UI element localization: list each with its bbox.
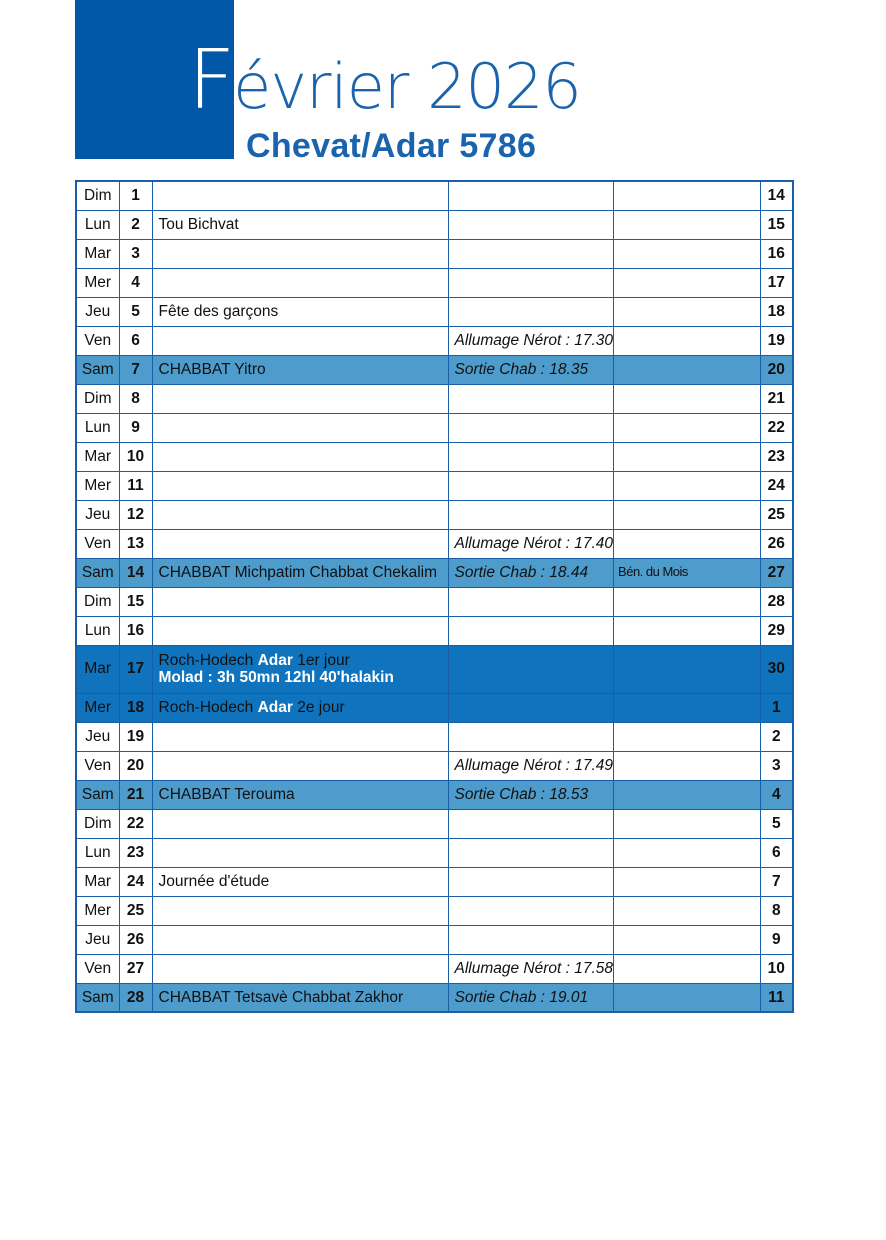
- hebrew-date-cell: 25: [761, 500, 793, 529]
- weekday-cell: Lun: [76, 616, 119, 645]
- note-cell: [614, 722, 761, 751]
- time-cell: [448, 297, 614, 326]
- event-cell: CHABBAT Terouma: [152, 780, 448, 809]
- note-cell: [614, 471, 761, 500]
- molad-text: Molad : 3h 50mn 12hl 40'halakin: [158, 669, 394, 686]
- weekday-cell: Ven: [76, 954, 119, 983]
- time-cell: Allumage Nérot : 17.49: [448, 751, 614, 780]
- weekday-cell: Lun: [76, 413, 119, 442]
- title-rest: évrier 2026: [233, 50, 581, 123]
- hebrew-date-cell: 22: [761, 413, 793, 442]
- date-cell: 18: [119, 693, 152, 722]
- calendar-row: [76, 616, 793, 645]
- date-cell: 9: [119, 413, 152, 442]
- note-cell: [614, 983, 761, 1012]
- note-cell: [614, 181, 761, 210]
- calendar-row: [76, 326, 793, 355]
- event-cell: Fête des garçons: [152, 297, 448, 326]
- hebrew-date-cell: 17: [761, 268, 793, 297]
- event-cell: [152, 838, 448, 867]
- date-cell: 16: [119, 616, 152, 645]
- date-cell: 19: [119, 722, 152, 751]
- time-cell: [448, 722, 614, 751]
- date-cell: 14: [119, 558, 152, 587]
- event-cell: Journée d'étude: [152, 867, 448, 896]
- calendar-row: [76, 210, 793, 239]
- calendar-row: [76, 587, 793, 616]
- date-cell: 5: [119, 297, 152, 326]
- weekday-cell: Sam: [76, 355, 119, 384]
- event-text: Roch-Hodech: [158, 698, 258, 716]
- weekday-cell: Mar: [76, 442, 119, 471]
- calendar-table: [75, 180, 794, 1013]
- event-cell: [152, 181, 448, 210]
- note-cell: [614, 326, 761, 355]
- event-cell: [152, 500, 448, 529]
- hebrew-date-cell: 28: [761, 587, 793, 616]
- calendar-row: [76, 780, 793, 809]
- date-cell: 24: [119, 867, 152, 896]
- calendar-row: [76, 239, 793, 268]
- note-cell: [614, 239, 761, 268]
- time-cell: [448, 239, 614, 268]
- note-cell: [614, 896, 761, 925]
- event-cell: [152, 384, 448, 413]
- hebrew-date-cell: 30: [761, 645, 793, 693]
- event-cell: CHABBAT Michpatim Chabbat Chekalim: [152, 558, 448, 587]
- event-cell: [152, 442, 448, 471]
- calendar-row: [76, 384, 793, 413]
- event-cell: [152, 471, 448, 500]
- weekday-cell: Mer: [76, 471, 119, 500]
- event-cell: [152, 925, 448, 954]
- time-cell: [448, 867, 614, 896]
- time-cell: [448, 181, 614, 210]
- hebrew-date-cell: 21: [761, 384, 793, 413]
- time-cell: Sortie Chab : 19.01: [448, 983, 614, 1012]
- weekday-cell: Mar: [76, 867, 119, 896]
- weekday-cell: Jeu: [76, 297, 119, 326]
- calendar-row: [76, 925, 793, 954]
- calendar-row: [76, 558, 793, 587]
- hebrew-date-cell: 7: [761, 867, 793, 896]
- event-cell: [152, 722, 448, 751]
- hebrew-date-cell: 20: [761, 355, 793, 384]
- time-cell: [448, 809, 614, 838]
- weekday-cell: Jeu: [76, 925, 119, 954]
- hebrew-date-cell: 29: [761, 616, 793, 645]
- time-cell: [448, 500, 614, 529]
- date-cell: 28: [119, 983, 152, 1012]
- event-text: 2e jour: [292, 698, 345, 716]
- date-cell: 25: [119, 896, 152, 925]
- time-cell: [448, 645, 614, 693]
- hebrew-date-cell: 3: [761, 751, 793, 780]
- calendar-row: [76, 693, 793, 722]
- calendar-row: [76, 500, 793, 529]
- hebrew-date-cell: 14: [761, 181, 793, 210]
- note-cell: Bén. du Mois: [614, 558, 761, 587]
- calendar-row: [76, 954, 793, 983]
- time-cell: [448, 384, 614, 413]
- calendar-row: [76, 442, 793, 471]
- time-cell: [448, 925, 614, 954]
- event-cell: [152, 809, 448, 838]
- weekday-cell: Mer: [76, 693, 119, 722]
- note-cell: [614, 616, 761, 645]
- time-cell: Allumage Nérot : 17.40: [448, 529, 614, 558]
- hebrew-date-cell: 2: [761, 722, 793, 751]
- date-cell: 12: [119, 500, 152, 529]
- calendar-row: [76, 867, 793, 896]
- calendar-row: [76, 896, 793, 925]
- note-cell: [614, 355, 761, 384]
- date-cell: 21: [119, 780, 152, 809]
- event-cell: CHABBAT Tetsavè Chabbat Zakhor: [152, 983, 448, 1012]
- date-cell: 6: [119, 326, 152, 355]
- weekday-cell: Mar: [76, 645, 119, 693]
- hebrew-date-cell: 16: [761, 239, 793, 268]
- hebrew-date-cell: 18: [761, 297, 793, 326]
- calendar-row: [76, 355, 793, 384]
- calendar-row: [76, 268, 793, 297]
- event-cell: [152, 529, 448, 558]
- note-cell: [614, 809, 761, 838]
- event-cell: CHABBAT Yitro: [152, 355, 448, 384]
- weekday-cell: Jeu: [76, 500, 119, 529]
- time-cell: Allumage Nérot : 17.30: [448, 326, 614, 355]
- hebrew-date-cell: 23: [761, 442, 793, 471]
- calendar-row: [76, 297, 793, 326]
- time-cell: [448, 268, 614, 297]
- note-cell: [614, 268, 761, 297]
- weekday-cell: Dim: [76, 809, 119, 838]
- event-line: [159, 652, 350, 669]
- event-cell: [152, 751, 448, 780]
- hebrew-date-cell: 11: [761, 983, 793, 1012]
- date-cell: 8: [119, 384, 152, 413]
- page-title: [188, 33, 581, 128]
- time-cell: [448, 413, 614, 442]
- date-cell: 2: [119, 210, 152, 239]
- event-line: [159, 699, 345, 716]
- date-cell: 23: [119, 838, 152, 867]
- note-cell: [614, 867, 761, 896]
- time-cell: [448, 693, 614, 722]
- event-cell: [152, 616, 448, 645]
- hebrew-date-cell: 15: [761, 210, 793, 239]
- event-cell: [152, 896, 448, 925]
- note-cell: [614, 500, 761, 529]
- time-cell: [448, 838, 614, 867]
- hebrew-date-cell: 1: [761, 693, 793, 722]
- weekday-cell: Jeu: [76, 722, 119, 751]
- note-cell: [614, 645, 761, 693]
- date-cell: 11: [119, 471, 152, 500]
- note-cell: [614, 693, 761, 722]
- time-cell: [448, 210, 614, 239]
- weekday-cell: Sam: [76, 558, 119, 587]
- note-cell: [614, 780, 761, 809]
- hebrew-date-cell: 9: [761, 925, 793, 954]
- event-cell: [152, 954, 448, 983]
- date-cell: 4: [119, 268, 152, 297]
- time-cell: [448, 587, 614, 616]
- note-cell: [614, 297, 761, 326]
- date-cell: 22: [119, 809, 152, 838]
- weekday-cell: Mer: [76, 896, 119, 925]
- weekday-cell: Dim: [76, 587, 119, 616]
- event-cell: [152, 413, 448, 442]
- weekday-cell: Ven: [76, 529, 119, 558]
- note-cell: [614, 925, 761, 954]
- note-cell: [614, 529, 761, 558]
- calendar-row: [76, 181, 793, 210]
- calendar-row: [76, 471, 793, 500]
- note-cell: [614, 751, 761, 780]
- event-cell: Tou Bichvat: [152, 210, 448, 239]
- hebrew-date-cell: 10: [761, 954, 793, 983]
- weekday-cell: Lun: [76, 838, 119, 867]
- calendar-row: [76, 983, 793, 1012]
- event-text: 1er jour: [292, 651, 350, 669]
- date-cell: 27: [119, 954, 152, 983]
- event-cell: [152, 587, 448, 616]
- event-cell: [152, 645, 448, 693]
- title-initial: F: [188, 33, 234, 128]
- hebrew-date-cell: 5: [761, 809, 793, 838]
- weekday-cell: Ven: [76, 326, 119, 355]
- calendar-row: [76, 413, 793, 442]
- note-cell: [614, 210, 761, 239]
- event-month-highlight: Adar: [257, 651, 293, 669]
- event-text: Roch-Hodech: [158, 651, 258, 669]
- time-cell: Sortie Chab : 18.53: [448, 780, 614, 809]
- time-cell: [448, 896, 614, 925]
- date-cell: 20: [119, 751, 152, 780]
- date-cell: 26: [119, 925, 152, 954]
- date-cell: 13: [119, 529, 152, 558]
- note-cell: [614, 587, 761, 616]
- calendar-row: [76, 751, 793, 780]
- date-cell: 17: [119, 645, 152, 693]
- hebrew-date-cell: 24: [761, 471, 793, 500]
- note-cell: [614, 954, 761, 983]
- hebrew-date-cell: 6: [761, 838, 793, 867]
- event-month-highlight: Adar: [257, 698, 293, 716]
- date-cell: 1: [119, 181, 152, 210]
- weekday-cell: Sam: [76, 983, 119, 1012]
- note-cell: [614, 413, 761, 442]
- hebrew-date-cell: 4: [761, 780, 793, 809]
- hebrew-date-cell: 27: [761, 558, 793, 587]
- date-cell: 15: [119, 587, 152, 616]
- time-cell: Allumage Nérot : 17.58: [448, 954, 614, 983]
- weekday-cell: Mar: [76, 239, 119, 268]
- time-cell: [448, 442, 614, 471]
- hebrew-month-title: Chevat/Adar 5786: [246, 127, 537, 165]
- date-cell: 3: [119, 239, 152, 268]
- note-cell: [614, 384, 761, 413]
- time-cell: Sortie Chab : 18.35: [448, 355, 614, 384]
- weekday-cell: Sam: [76, 780, 119, 809]
- event-cell: [152, 268, 448, 297]
- time-cell: Sortie Chab : 18.44: [448, 558, 614, 587]
- event-cell: [152, 693, 448, 722]
- weekday-cell: Lun: [76, 210, 119, 239]
- calendar-row: [76, 722, 793, 751]
- time-cell: [448, 471, 614, 500]
- hebrew-date-cell: 8: [761, 896, 793, 925]
- calendar-row: [76, 645, 793, 693]
- calendar-row: [76, 838, 793, 867]
- event-cell: [152, 326, 448, 355]
- weekday-cell: Mer: [76, 268, 119, 297]
- calendar-body: [76, 181, 793, 1012]
- hebrew-date-cell: 19: [761, 326, 793, 355]
- weekday-cell: Dim: [76, 181, 119, 210]
- note-cell: [614, 838, 761, 867]
- weekday-cell: Ven: [76, 751, 119, 780]
- date-cell: 7: [119, 355, 152, 384]
- date-cell: 10: [119, 442, 152, 471]
- calendar-row: [76, 529, 793, 558]
- note-cell: [614, 442, 761, 471]
- event-cell: [152, 239, 448, 268]
- calendar-row: [76, 809, 793, 838]
- weekday-cell: Dim: [76, 384, 119, 413]
- time-cell: [448, 616, 614, 645]
- hebrew-date-cell: 26: [761, 529, 793, 558]
